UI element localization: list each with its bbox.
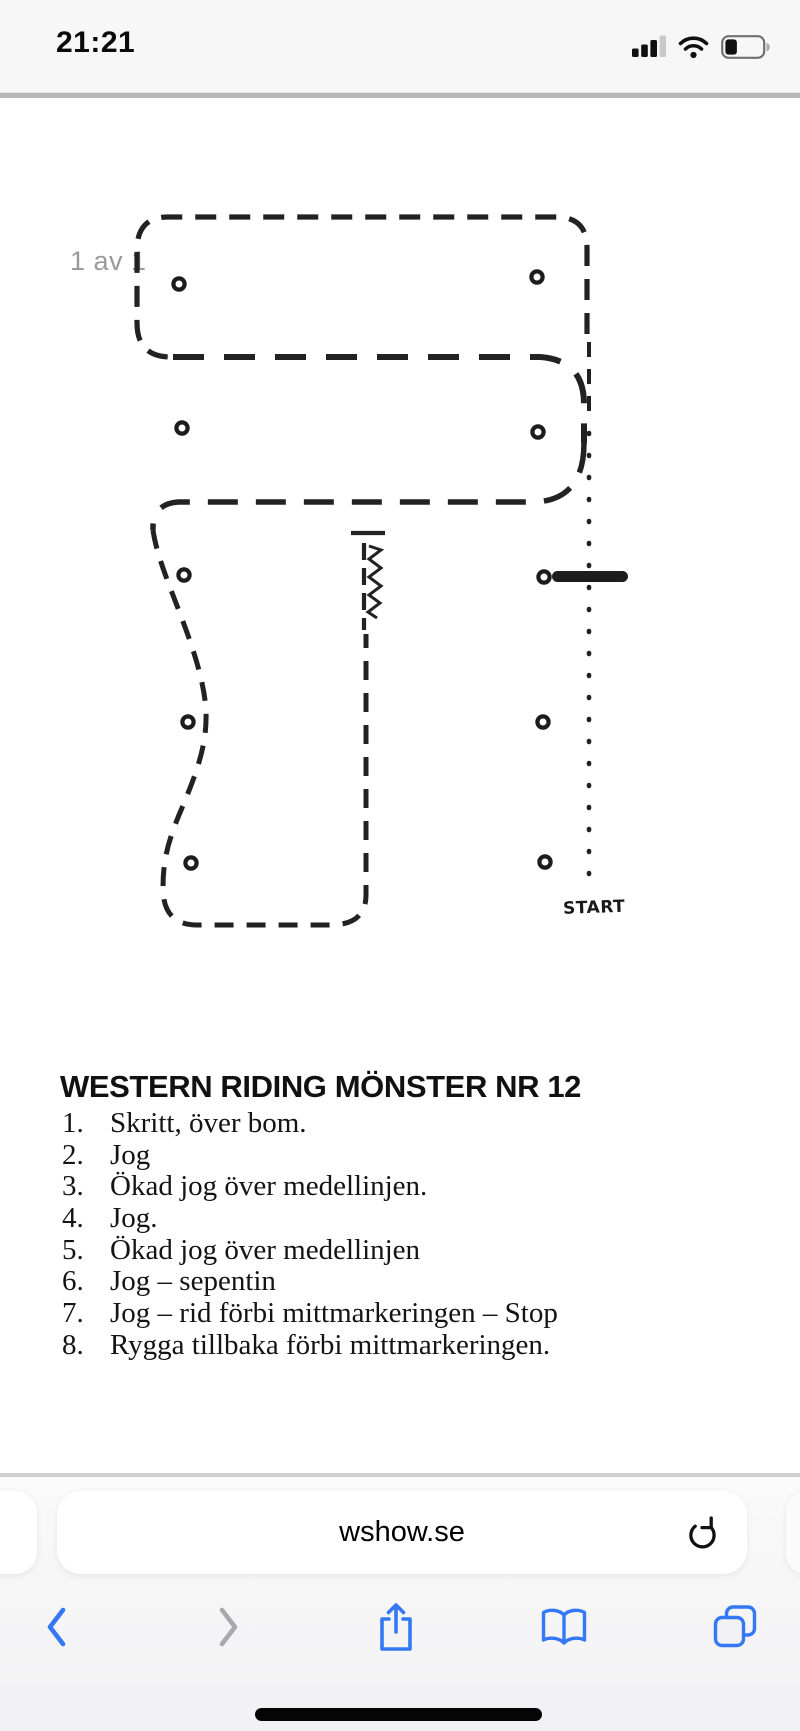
step-number: 3.: [62, 1170, 84, 1203]
status-time: 21:21: [56, 26, 136, 59]
pattern-step: [62, 1298, 558, 1330]
step-number: 7.: [62, 1297, 84, 1330]
step-text: Ökad jog över medellinjen: [110, 1233, 421, 1266]
step-text: Jog – sepentin: [110, 1265, 276, 1298]
next-tab-peek[interactable]: [786, 1491, 800, 1574]
step-text: Skritt, över bom.: [110, 1107, 307, 1139]
cone-marker: [185, 857, 196, 868]
cone-marker: [539, 856, 550, 867]
forward-button[interactable]: [217, 1606, 240, 1648]
step-text: Jog.: [110, 1202, 158, 1235]
cone-marker: [532, 426, 543, 437]
step-number: 4.: [62, 1202, 84, 1235]
step-text: Rygga tillbaka förbi mittmarkeringen.: [110, 1328, 551, 1361]
ground-pole-bom: [552, 571, 628, 582]
serpentine-zigzag-icon: [368, 546, 381, 618]
step-number: 6.: [62, 1265, 84, 1298]
step-number: 5.: [62, 1233, 84, 1266]
previous-tab-peek[interactable]: [0, 1491, 37, 1574]
course-loop-3-line: [153, 443, 584, 530]
bookmarks-icon[interactable]: [539, 1606, 589, 1648]
tabs-icon[interactable]: [712, 1604, 758, 1649]
pattern-step: [62, 1108, 558, 1140]
share-icon[interactable]: [376, 1601, 416, 1653]
step-number: 2.: [62, 1138, 84, 1171]
home-indicator[interactable]: [255, 1708, 542, 1721]
gallery-page-indicator: 1 av 1: [70, 246, 147, 276]
pattern-step: [62, 1235, 558, 1267]
pattern-step: [62, 1203, 558, 1235]
address-text[interactable]: wshow.se: [339, 1516, 465, 1548]
step-text: Ökad jog över medellinjen.: [110, 1170, 428, 1203]
step-number: 1.: [62, 1107, 84, 1139]
cone-marker: [176, 422, 187, 433]
pattern-title: WESTERN RIDING MÖNSTER NR 12: [60, 1069, 582, 1104]
safari-bottom-chrome: [0, 1473, 800, 1731]
address-bar[interactable]: [57, 1491, 747, 1574]
start-label: START: [562, 896, 626, 919]
course-loop-2-line: [173, 357, 584, 443]
cone-marker: [537, 716, 548, 727]
reload-icon[interactable]: [685, 1513, 721, 1553]
pattern-steps-list: [62, 1108, 558, 1362]
back-button[interactable]: [45, 1606, 68, 1648]
cone-marker: [178, 569, 189, 580]
cone-marker: [173, 278, 184, 289]
step-text: Jog – rid förbi mittmarkeringen – Stop: [110, 1297, 558, 1330]
cone-marker: [531, 271, 542, 282]
pattern-step: [62, 1171, 558, 1203]
pattern-step: [62, 1266, 558, 1298]
cone-marker: [538, 571, 549, 582]
course-loop-1: [137, 217, 587, 357]
cone-marker: [182, 716, 193, 727]
pattern-step: [62, 1140, 558, 1172]
step-number: 8.: [62, 1328, 84, 1361]
step-text: Jog: [110, 1138, 151, 1171]
pattern-step: [62, 1330, 558, 1362]
